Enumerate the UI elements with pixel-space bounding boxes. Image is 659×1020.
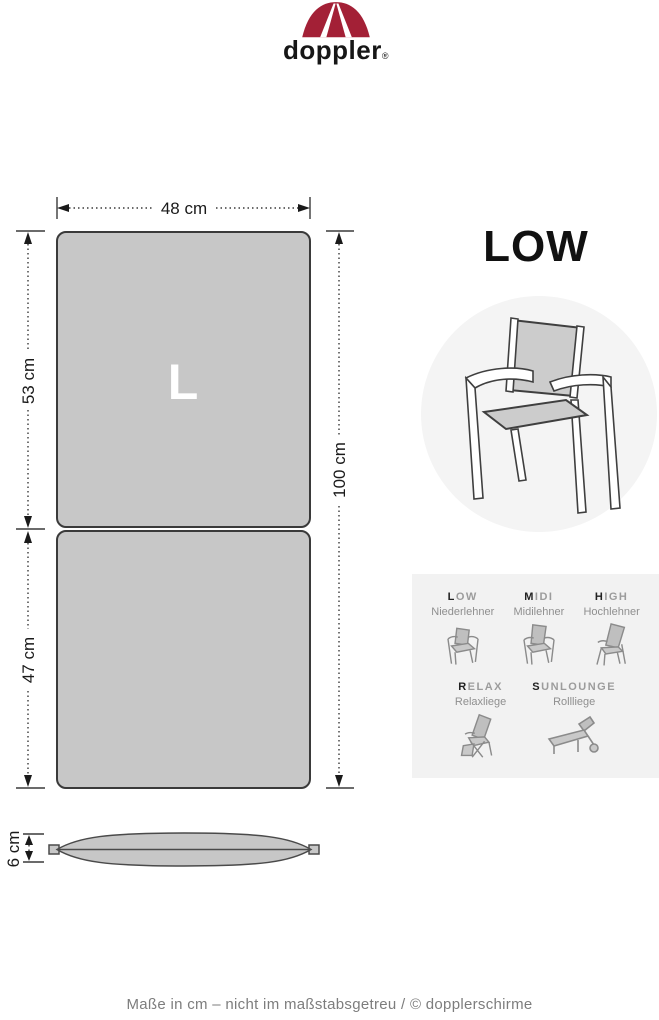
thickness-label: 6 cm [4,830,23,868]
cushion-top-view [57,232,310,788]
cushion-dimension-diagram [0,190,370,880]
legend-subtitle: Hochlehner [583,606,640,618]
footer-note: Maße in cm – nicht im maßstabsgetreu / © dopplerschirme [126,996,533,1013]
size-letter: L [167,354,199,410]
armchair-low-icon [454,312,624,522]
total-height-dimension [326,231,354,788]
chair-midi-icon [517,623,561,669]
legend-title: LOW [447,591,478,603]
legend-subtitle: Rollliege [553,696,596,708]
product-type-title: LOW [483,222,589,271]
legend-title: RELAX [458,681,503,693]
cushion-side-view [49,833,319,866]
chair-circle [421,296,657,532]
total-height-label: 100 cm [330,442,349,498]
legend-item-midi [513,591,564,669]
brand-name: doppler [283,35,382,65]
brand-wordmark [278,37,394,63]
legend-item-relax [455,681,506,759]
legend-subtitle: Niederlehner [431,606,495,618]
seat-depth-label: 47 cm [19,636,38,684]
chair-low-icon [441,623,485,669]
cushion-types-legend [412,574,659,778]
legend-title: MIDI [524,591,554,603]
legend-row-2 [412,681,659,759]
back-height-label: 53 cm [19,357,38,405]
thickness-dimension [23,834,44,862]
chair-high-icon [590,623,634,669]
sunlounge-icon [545,713,603,759]
legend-title: HIGH [594,591,629,603]
width-label: 48 cm [160,199,208,218]
doppler-logo [278,0,394,63]
legend-row-1 [412,591,659,669]
chair-relax-icon [457,713,505,759]
registered-mark: ® [381,51,389,61]
legend-item-high [583,591,639,669]
legend-subtitle: Midilehner [513,606,565,618]
legend-item-sunlounge [532,681,616,759]
legend-item-low [431,591,494,669]
cushion-seat-section [57,531,310,788]
legend-subtitle: Relaxliege [454,696,507,708]
umbrella-icon [284,0,388,40]
legend-title: SUNLOUNGE [532,681,617,693]
